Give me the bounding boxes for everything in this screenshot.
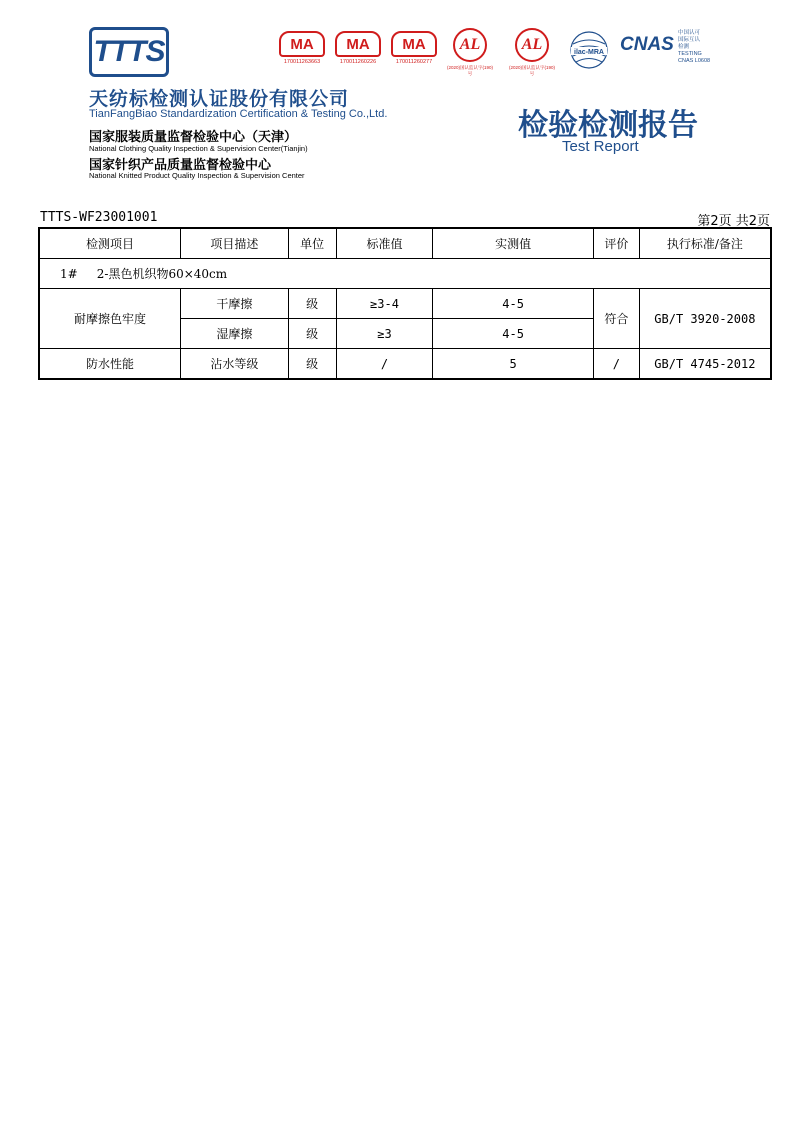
ma-cert-icon: MA 170011263663 [277, 31, 327, 65]
ilac-mra-icon [569, 28, 609, 72]
ma-cert-number: 170011260226 [339, 59, 377, 65]
sample-description: 1# 2-黑色机织物60×40cm [39, 259, 771, 289]
unit: 级 [288, 349, 336, 380]
col-header: 实测值 [433, 228, 594, 259]
table-row [39, 289, 771, 319]
ilac-label: ilac-MRA [574, 49, 604, 56]
item-description: 干摩擦 [181, 289, 289, 319]
cal-cert-icon: AL (2020)国认监认字(190)号 [446, 28, 494, 77]
col-header: 检测项目 [39, 228, 181, 259]
page-indicator: 第2页 共2页 [697, 214, 770, 229]
item-description: 湿摩擦 [181, 319, 289, 349]
col-header: 评价 [593, 228, 639, 259]
cnas-side-text: 中国认可 国际互认 检测 TESTING CNAS L0608 [678, 30, 711, 64]
report-title-en: Test Report [562, 138, 639, 155]
standard-value: ≥3 [336, 319, 433, 349]
knitted-center-en: National Knitted Product Quality Inspection & Supervision Center [89, 171, 305, 180]
clothing-center-en: National Clothing Quality Inspection & Supervision Center(Tianjin) [89, 144, 308, 153]
measured-value: 4-5 [433, 289, 594, 319]
evaluation: / [593, 349, 639, 380]
ma-cert-number: 170011260277 [395, 59, 433, 65]
clothing-center-cn: 国家服装质量监督检验中心（天津） [89, 130, 298, 145]
standard-value: / [336, 349, 433, 380]
ma-cert-icon: MA 170011260277 [389, 31, 439, 65]
ma-cert-icon: MA 170011260226 [333, 31, 383, 65]
company-name-cn: 天纺标检测认证股份有限公司 [89, 88, 350, 110]
col-header: 执行标准/备注 [639, 228, 771, 259]
table-header-row [39, 228, 771, 259]
company-name-en: TianFangBiao Standardization Certification & Testing Co.,Ltd. [89, 108, 388, 120]
col-header: 项目描述 [181, 228, 289, 259]
ttts-logo [89, 27, 169, 77]
report-header [0, 0, 800, 200]
test-item: 防水性能 [39, 349, 181, 380]
measured-value: 5 [433, 349, 594, 380]
cnas-label: CNAS [620, 34, 674, 55]
cnas-icon [620, 28, 730, 74]
test-method: GB/T 4745-2012 [639, 349, 771, 380]
item-description: 沾水等级 [181, 349, 289, 380]
sample-row [39, 259, 771, 289]
logo-text: TTTS [93, 35, 165, 68]
report-title-cn: 检验检测报告 [518, 108, 698, 143]
standard-value: ≥3-4 [336, 289, 433, 319]
unit: 级 [288, 289, 336, 319]
evaluation: 符合 [593, 289, 639, 349]
col-header: 标准值 [336, 228, 433, 259]
test-item: 耐摩擦色牢度 [39, 289, 181, 349]
cal-cert-number: (2020)国认监认字(190)号 [446, 65, 493, 76]
unit: 级 [288, 319, 336, 349]
knitted-center-cn: 国家针织产品质量监督检验中心 [89, 158, 272, 173]
table-row [39, 349, 771, 380]
report-number: TTTS-WF23001001 [40, 210, 158, 225]
cal-cert-icon: AL (2020)国认监认字(190)号 [508, 28, 556, 77]
measured-value: 4-5 [433, 319, 594, 349]
col-header: 单位 [288, 228, 336, 259]
test-method: GB/T 3920-2008 [639, 289, 771, 349]
ma-cert-number: 170011263663 [283, 59, 321, 65]
test-results-table [38, 227, 772, 380]
cal-cert-number: (2020)国认监认字(190)号 [508, 65, 555, 76]
